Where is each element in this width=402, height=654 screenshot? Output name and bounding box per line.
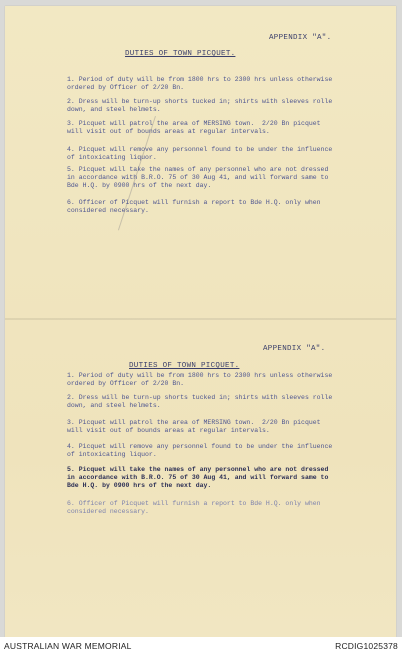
section-heading: DUTIES OF TOWN PICQUET. xyxy=(125,50,236,58)
duty-item-6: 6. Officer of Picquet will furnish a report to Bde H.Q. only when considered necessary. xyxy=(67,500,321,515)
duty-item-5: 5. Picquet will take the names of any personnel who are not dressed in accordance with B.R.O. 75 of 30 Aug 41, and will forward same to Bde H.Q. by 0900 hrs of the next day. xyxy=(67,166,329,189)
archival-page xyxy=(5,6,396,637)
duty-item-2: 2. Dress will be turn-up shorts tucked in; shirts with sleeves rolle down, and steel helmets. xyxy=(67,98,333,113)
page-fold-line xyxy=(5,318,396,320)
record-identifier: RCDIG1025378 xyxy=(335,641,398,651)
appendix-label: APPENDIX "A". xyxy=(263,345,326,353)
duty-item-6: 6. Officer of Picquet will furnish a report to Bde H.Q. only when considered necessary. xyxy=(67,199,321,214)
duty-item-3: 3. Picquet will patrol the area of MERSING town. 2/20 Bn picquet will visit out of bounds areas at regular intervals. xyxy=(67,419,321,434)
duty-item-3: 3. Picquet will patrol the area of MERSING town. 2/20 Bn picquet will visit out of bounds areas at regular intervals. xyxy=(67,120,321,135)
appendix-label: APPENDIX "A". xyxy=(269,34,332,42)
institution-name: AUSTRALIAN WAR MEMORIAL xyxy=(4,641,132,651)
duty-item-4: 4. Picquet will remove any personnel found to be under the influence of intoxicating liquor. xyxy=(67,443,333,458)
duty-item-5: 5. Picquet will take the names of any personnel who are not dressed in accordance with B.R.O. 75 of 30 Aug 41, and will forward same to Bde H.Q. by 0900 hrs of the next day. xyxy=(67,466,329,489)
duty-item-1: 1. Period of duty will be from 1800 hrs to 2300 hrs unless otherwise ordered by Officer of 2/20 Bn. xyxy=(67,76,333,91)
section-heading: DUTIES OF TOWN PICQUET. xyxy=(129,362,240,370)
duty-item-4: 4. Picquet will remove any personnel found to be under the influence of intoxicating liquor. xyxy=(67,146,333,161)
duty-item-2: 2. Dress will be turn-up shorts tucked in; shirts with sleeves rolle down, and steel helmets. xyxy=(67,394,333,409)
duty-item-1: 1. Period of duty will be from 1800 hrs to 2300 hrs unless otherwise ordered by Officer of 2/20 Bn. xyxy=(67,372,333,387)
archive-footer-bar xyxy=(0,637,402,654)
